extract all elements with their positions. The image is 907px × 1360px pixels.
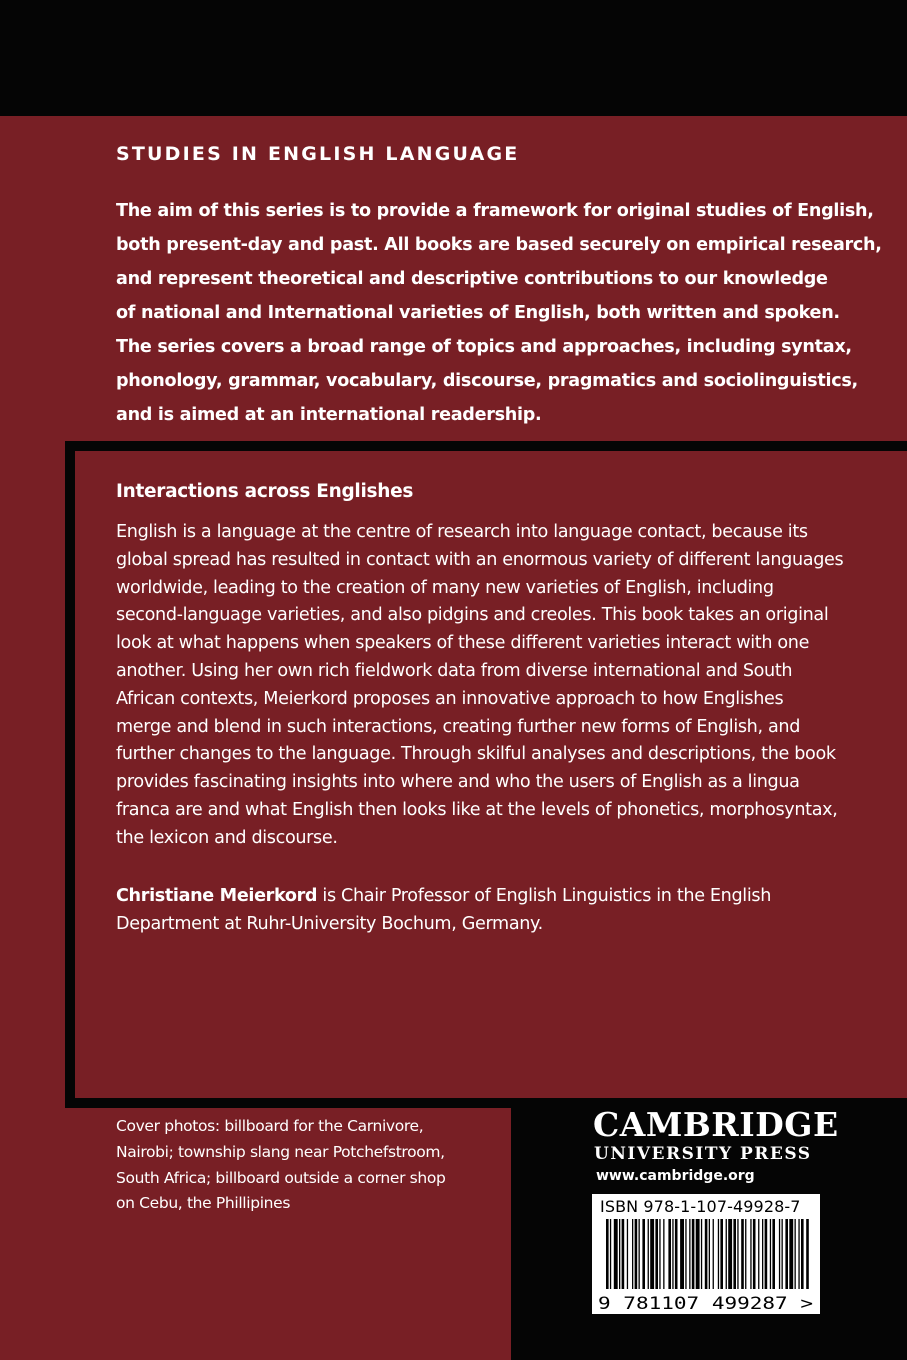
barcode-bar [741,1219,744,1289]
barcode-bar [648,1219,649,1289]
barcode-bar [701,1219,702,1289]
barcode-bar [675,1219,678,1289]
barcode-bar [753,1219,756,1289]
publisher-logo [593,1106,839,1188]
barcode-bar [798,1219,799,1289]
barcode-bar [737,1219,738,1289]
barcode-bar [709,1219,710,1289]
barcode-bar [705,1219,708,1289]
series-line: both present-day and past. All books are based securely on empirical research, [116,235,882,255]
barcode-bar [663,1219,664,1289]
series-description [116,194,882,432]
blurb-line: merge and blend in such interactions, creating further new forms of English, and [116,716,801,737]
series-title: STUDIES IN ENGLISH LANGUAGE [116,143,520,165]
barcode-bar [720,1219,723,1289]
barcode-bar [692,1219,695,1289]
barcode-bar [795,1219,796,1289]
barcode-bar [668,1219,671,1289]
series-line: and represent theoretical and descriptive contributions to our knowledge [116,269,828,289]
barcode-bar [680,1219,684,1289]
barcode-bars [592,1194,820,1314]
blurb-line: global spread has resulted in contact with an enormous variety of different languages [116,549,844,570]
barcode-bar [619,1219,620,1289]
author-bio-text: is Chair Professor of English Linguistics in the English [317,886,771,906]
barcode-bar [635,1219,638,1289]
cover-credit-line: Nairobi; township slang near Potchefstroom, [116,1142,445,1161]
blurb-line: African contexts, Meierkord proposes an innovative approach to how Englishes [116,688,784,709]
barcode-bar [726,1219,727,1289]
barcode-bar [685,1219,686,1289]
cover-credit-line: Cover photos: billboard for the Carnivore, [116,1117,424,1135]
cover-credit [116,1114,446,1217]
barcode-bar [782,1219,783,1289]
barcode-bar [632,1219,633,1289]
barcode-bar [696,1219,700,1289]
barcode-bar [659,1219,660,1289]
barcode-bar [770,1219,771,1289]
blurb-line: provides fascinating insights into where and who the users of English as a lingua [116,772,800,793]
series-line: The series covers a broad range of topics and approaches, including syntax, [116,337,852,357]
book-title: Interactions across Englishes [116,481,414,502]
blurb-line: second-language varieties, and also pidgins and creoles. This book takes an original [116,605,829,626]
author-name: Christiane Meierkord [116,886,318,906]
barcode-bar [772,1219,775,1289]
barcode-bar [718,1219,719,1289]
barcode-bar [785,1219,788,1289]
barcode-bar [806,1219,809,1289]
barcode-bar [765,1219,768,1289]
barcode-bar [733,1219,736,1289]
barcode-bar [762,1219,763,1289]
barcode-bar [689,1219,690,1289]
barcode [592,1194,820,1314]
blurb-line: further changes to the language. Through skilful analyses and descriptions, the book [116,744,836,765]
cover-credit-line: South Africa; billboard outside a corner shop [116,1168,446,1187]
barcode-bar [779,1219,780,1289]
book-blurb [116,519,844,853]
barcode-bar [758,1219,759,1289]
publisher-press: UNIVERSITY PRESS [594,1144,812,1164]
barcode-bar [750,1219,751,1289]
blurb-line: another. Using her own rich fieldwork data from diverse international and South [116,660,793,681]
barcode-bar [642,1219,645,1289]
blurb-line: look at what happens when speakers of these different varieties interact with one [116,633,810,654]
series-line: The aim of this series is to provide a framework for original studies of English, [116,201,874,221]
author-bio-line: Department at Ruhr-University Bochum, Germany. [116,913,543,934]
barcode-bar [728,1219,732,1289]
barcode-bar [622,1219,625,1289]
blurb-line: worldwide, leading to the creation of many new varieties of English, including [116,577,774,598]
cover-credit-line: on Cebu, the Phillipines [116,1194,291,1213]
barcode-bar [655,1219,658,1289]
barcode-bar [606,1219,609,1289]
blurb-line: the lexicon and discourse. [116,827,338,848]
barcode-digits: 9 781107 499287 > [598,1294,813,1314]
author-bio-line [116,883,816,911]
barcode-bar [639,1219,640,1289]
isbn-label: ISBN 978-1-107-49928-7 [600,1197,801,1216]
publisher-name: CAMBRIDGE [593,1105,839,1144]
barcode-bar [713,1219,714,1289]
barcode-bar [627,1219,628,1289]
series-line: phonology, grammar, vocabulary, discourse, pragmatics and sociolinguistics, [116,371,858,391]
series-line: of national and International varieties of English, both written and spoken. [116,303,840,323]
blurb-line: English is a language at the centre of research into language contact, because its [116,522,808,542]
barcode-bar [789,1219,793,1289]
barcode-bar [610,1219,611,1289]
barcode-bar [745,1219,746,1289]
barcode-bar [614,1219,618,1289]
barcode-bar [672,1219,673,1289]
barcode-bar [801,1219,804,1289]
author-bio [116,883,816,939]
blurb-line: franca are and what English then looks like at the levels of phonetics, morphosyntax, [116,799,838,820]
barcode-bar [650,1219,654,1289]
publisher-url: www.cambridge.org [596,1168,755,1184]
series-line: and is aimed at an international readership. [116,405,542,425]
